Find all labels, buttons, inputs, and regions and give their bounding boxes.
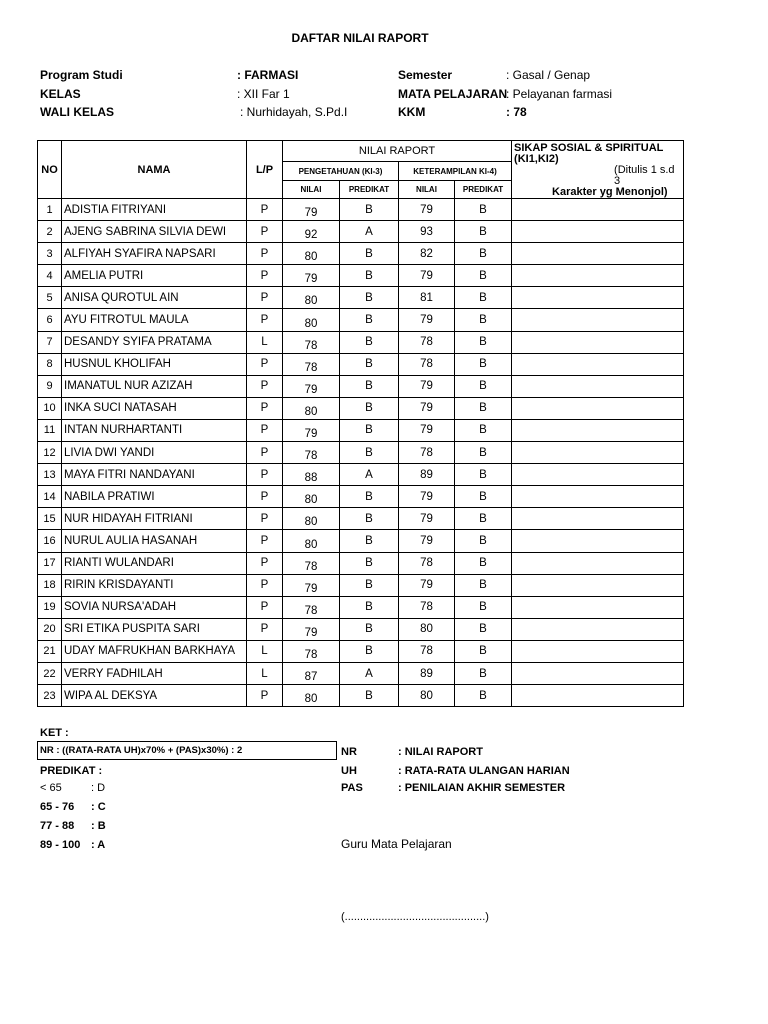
row-lp: P — [247, 596, 283, 618]
header-no: NO — [38, 141, 62, 199]
row-lp: P — [247, 618, 283, 640]
row-sikap[interactable] — [512, 287, 684, 309]
row-lp: P — [247, 574, 283, 596]
header-nama: NAMA — [62, 141, 247, 199]
row-nilai-ki4: 80 — [399, 685, 455, 707]
row-sikap[interactable] — [512, 265, 684, 287]
header-nilai-raport: NILAI RAPORT — [283, 141, 512, 162]
row-no: 16 — [38, 530, 62, 552]
row-no: 1 — [38, 199, 62, 221]
row-no: 10 — [38, 397, 62, 419]
row-predikat-ki4: B — [455, 243, 512, 265]
row-predikat-ki4: B — [455, 574, 512, 596]
table-row — [38, 265, 684, 287]
row-nilai-ki3: 78 — [283, 596, 340, 618]
table-row — [38, 375, 684, 397]
row-nilai-ki4: 78 — [399, 596, 455, 618]
signature-line: (..............................................) — [341, 911, 489, 923]
row-predikat-ki3: B — [340, 419, 399, 441]
row-nilai-ki4: 79 — [399, 397, 455, 419]
row-lp: P — [247, 486, 283, 508]
row-nilai-ki3: 80 — [283, 486, 340, 508]
row-predikat-ki4: B — [455, 199, 512, 221]
row-sikap[interactable] — [512, 618, 684, 640]
row-predikat-ki3: B — [340, 530, 399, 552]
signature-label: Guru Mata Pelajaran — [341, 837, 452, 851]
row-no: 13 — [38, 464, 62, 486]
table-row — [38, 685, 684, 707]
row-nilai-ki3: 87 — [283, 662, 340, 684]
row-lp: P — [247, 375, 283, 397]
range-b: 77 - 88 — [40, 820, 75, 832]
row-sikap[interactable] — [512, 530, 684, 552]
kkm-value: : 78 — [506, 105, 527, 119]
header-lp: L/P — [247, 141, 283, 199]
pas-text: : PENILAIAN AKHIR SEMESTER — [398, 782, 566, 794]
row-lp: P — [247, 397, 283, 419]
row-nilai-ki4: 78 — [399, 640, 455, 662]
row-predikat-ki3: B — [340, 331, 399, 353]
row-no: 12 — [38, 442, 62, 464]
uh-abbr: UH — [341, 765, 357, 777]
row-nama: SOVIA NURSA'ADAH — [62, 596, 247, 618]
row-no: 2 — [38, 221, 62, 243]
row-nilai-ki4: 89 — [399, 464, 455, 486]
row-nama: AMELIA PUTRI — [62, 265, 247, 287]
header-predikat-ki3: PREDIKAT — [340, 181, 399, 199]
row-nama: HUSNUL KHOLIFAH — [62, 353, 247, 375]
table-row — [38, 442, 684, 464]
row-lp: P — [247, 685, 283, 707]
row-predikat-ki4: B — [455, 265, 512, 287]
semester-value: : Gasal / Genap — [506, 68, 591, 82]
row-predikat-ki3: B — [340, 442, 399, 464]
sikap-line-2: (Ditulis 1 s.d 3 — [614, 164, 675, 187]
row-nama: AYU FITROTUL MAULA — [62, 309, 247, 331]
row-nama: WIPA AL DEKSYA — [62, 685, 247, 707]
table-row — [38, 464, 684, 486]
grade-b: : B — [91, 820, 106, 832]
row-no: 23 — [38, 685, 62, 707]
page-title: DAFTAR NILAI RAPORT — [291, 31, 429, 45]
row-predikat-ki3: A — [340, 662, 399, 684]
row-no: 3 — [38, 243, 62, 265]
table-row — [38, 640, 684, 662]
row-nama: SRI ETIKA PUSPITA SARI — [62, 618, 247, 640]
row-nilai-ki3: 80 — [283, 287, 340, 309]
row-nilai-ki4: 78 — [399, 442, 455, 464]
table-row — [38, 552, 684, 574]
program-studi-value: : FARMASI — [237, 68, 299, 82]
table-row — [38, 596, 684, 618]
row-predikat-ki4: B — [455, 419, 512, 441]
header-nilai-ki3: NILAI — [283, 181, 340, 199]
table-row — [38, 530, 684, 552]
row-nilai-ki3: 79 — [283, 618, 340, 640]
row-predikat-ki3: B — [340, 243, 399, 265]
row-no: 17 — [38, 552, 62, 574]
grade-rows — [38, 199, 684, 707]
table-row — [38, 508, 684, 530]
row-nilai-ki4: 78 — [399, 552, 455, 574]
row-predikat-ki4: B — [455, 685, 512, 707]
header-keterampilan: KETERAMPILAN KI-4) — [399, 161, 512, 181]
row-nilai-ki3: 78 — [283, 552, 340, 574]
row-nilai-ki3: 80 — [283, 243, 340, 265]
row-nilai-ki4: 82 — [399, 243, 455, 265]
row-lp: P — [247, 464, 283, 486]
row-predikat-ki3: B — [340, 397, 399, 419]
row-no: 8 — [38, 353, 62, 375]
row-nama: DESANDY SYIFA PRATAMA — [62, 331, 247, 353]
row-no: 7 — [38, 331, 62, 353]
row-predikat-ki3: B — [340, 596, 399, 618]
row-no: 19 — [38, 596, 62, 618]
row-predikat-ki3: B — [340, 574, 399, 596]
row-sikap[interactable] — [512, 309, 684, 331]
grade-c: : C — [91, 801, 106, 813]
row-sikap[interactable] — [512, 397, 684, 419]
header-predikat-ki4: PREDIKAT — [455, 181, 512, 199]
row-nilai-ki3: 79 — [283, 375, 340, 397]
grades-table — [37, 140, 684, 707]
row-lp: L — [247, 640, 283, 662]
row-sikap[interactable] — [512, 199, 684, 221]
row-nilai-ki3: 78 — [283, 331, 340, 353]
ket-label: KET : — [40, 727, 69, 739]
row-lp: P — [247, 221, 283, 243]
row-lp: P — [247, 353, 283, 375]
row-predikat-ki3: B — [340, 618, 399, 640]
row-nilai-ki3: 80 — [283, 309, 340, 331]
row-no: 20 — [38, 618, 62, 640]
row-sikap[interactable] — [512, 464, 684, 486]
row-no: 4 — [38, 265, 62, 287]
row-nilai-ki4: 79 — [399, 375, 455, 397]
row-lp: P — [247, 530, 283, 552]
table-row — [38, 574, 684, 596]
row-no: 22 — [38, 662, 62, 684]
uh-text: : RATA-RATA ULANGAN HARIAN — [398, 765, 570, 777]
row-nilai-ki3: 88 — [283, 464, 340, 486]
row-nama: RIANTI WULANDARI — [62, 552, 247, 574]
row-sikap[interactable] — [512, 486, 684, 508]
table-row — [38, 618, 684, 640]
range-d: < 65 — [40, 782, 62, 794]
row-nama: AJENG SABRINA SILVIA DEWI — [62, 221, 247, 243]
row-nilai-ki4: 78 — [399, 353, 455, 375]
row-predikat-ki3: B — [340, 552, 399, 574]
row-sikap[interactable] — [512, 552, 684, 574]
row-sikap[interactable] — [512, 596, 684, 618]
nr-text: : NILAI RAPORT — [398, 746, 483, 758]
row-no: 15 — [38, 508, 62, 530]
row-predikat-ki3: B — [340, 375, 399, 397]
row-nilai-ki4: 79 — [399, 530, 455, 552]
row-predikat-ki4: B — [455, 486, 512, 508]
row-nilai-ki3: 78 — [283, 442, 340, 464]
row-lp: P — [247, 508, 283, 530]
row-sikap[interactable] — [512, 662, 684, 684]
row-sikap[interactable] — [512, 640, 684, 662]
row-lp: P — [247, 309, 283, 331]
formula-box: NR : ((RATA-RATA UH)x70% + (PAS)x30%) : 2 — [37, 741, 337, 760]
row-predikat-ki3: B — [340, 265, 399, 287]
row-predikat-ki3: B — [340, 508, 399, 530]
row-nilai-ki4: 79 — [399, 199, 455, 221]
row-nilai-ki3: 80 — [283, 530, 340, 552]
row-sikap[interactable] — [512, 243, 684, 265]
row-nilai-ki4: 79 — [399, 486, 455, 508]
row-predikat-ki3: B — [340, 287, 399, 309]
row-sikap[interactable] — [512, 353, 684, 375]
row-nilai-ki3: 92 — [283, 221, 340, 243]
row-nilai-ki4: 80 — [399, 618, 455, 640]
row-nilai-ki3: 78 — [283, 640, 340, 662]
row-nama: ADISTIA FITRIYANI — [62, 199, 247, 221]
row-sikap[interactable] — [512, 419, 684, 441]
row-nama: ALFIYAH SYAFIRA NAPSARI — [62, 243, 247, 265]
row-lp: P — [247, 265, 283, 287]
sikap-line-3: Karakter yg Menonjol) — [552, 186, 668, 198]
table-row — [38, 397, 684, 419]
row-sikap[interactable] — [512, 442, 684, 464]
row-predikat-ki4: B — [455, 552, 512, 574]
row-nama: INKA SUCI NATASAH — [62, 397, 247, 419]
row-lp: P — [247, 552, 283, 574]
row-sikap[interactable] — [512, 331, 684, 353]
table-row — [38, 486, 684, 508]
row-no: 5 — [38, 287, 62, 309]
row-sikap[interactable] — [512, 685, 684, 707]
row-predikat-ki4: B — [455, 618, 512, 640]
kelas-label: KELAS — [40, 87, 81, 101]
row-predikat-ki4: B — [455, 508, 512, 530]
table-row — [38, 199, 684, 221]
row-nama: MAYA FITRI NANDAYANI — [62, 464, 247, 486]
row-nilai-ki4: 79 — [399, 309, 455, 331]
row-predikat-ki4: B — [455, 596, 512, 618]
row-nama: NURUL AULIA HASANAH — [62, 530, 247, 552]
sikap-line-1: SIKAP SOSIAL & SPIRITUAL (KI1,KI2) — [514, 142, 664, 165]
row-predikat-ki4: B — [455, 221, 512, 243]
table-row — [38, 243, 684, 265]
row-predikat-ki4: B — [455, 397, 512, 419]
row-predikat-ki4: B — [455, 331, 512, 353]
row-lp: P — [247, 419, 283, 441]
row-nilai-ki3: 78 — [283, 353, 340, 375]
kkm-label: KKM — [398, 105, 426, 119]
row-sikap[interactable] — [512, 574, 684, 596]
row-nilai-ki4: 89 — [399, 662, 455, 684]
row-predikat-ki4: B — [455, 375, 512, 397]
row-predikat-ki4: B — [455, 287, 512, 309]
row-nama: UDAY MAFRUKHAN BARKHAYA — [62, 640, 247, 662]
row-no: 11 — [38, 419, 62, 441]
header-sikap — [512, 141, 684, 199]
row-predikat-ki3: A — [340, 464, 399, 486]
table-row — [38, 331, 684, 353]
program-studi-label: Program Studi — [40, 68, 123, 82]
mapel-value: : Pelayanan farmasi — [506, 87, 613, 101]
row-nama: NABILA PRATIWI — [62, 486, 247, 508]
row-predikat-ki3: B — [340, 199, 399, 221]
row-predikat-ki3: B — [340, 353, 399, 375]
nr-abbr: NR — [341, 746, 357, 758]
row-lp: L — [247, 331, 283, 353]
row-predikat-ki4: B — [455, 442, 512, 464]
row-no: 14 — [38, 486, 62, 508]
table-row — [38, 353, 684, 375]
row-predikat-ki4: B — [455, 662, 512, 684]
header-pengetahuan: PENGETAHUAN (KI-3) — [283, 161, 399, 181]
row-nilai-ki4: 79 — [399, 508, 455, 530]
row-lp: P — [247, 243, 283, 265]
row-nama: IMANATUL NUR AZIZAH — [62, 375, 247, 397]
row-nama: NUR HIDAYAH FITRIANI — [62, 508, 247, 530]
table-row — [38, 287, 684, 309]
row-nilai-ki3: 80 — [283, 397, 340, 419]
row-nilai-ki3: 79 — [283, 265, 340, 287]
row-nilai-ki4: 79 — [399, 419, 455, 441]
row-nilai-ki4: 78 — [399, 331, 455, 353]
row-nama: INTAN NURHARTANTI — [62, 419, 247, 441]
row-predikat-ki3: B — [340, 640, 399, 662]
row-lp: L — [247, 662, 283, 684]
row-predikat-ki4: B — [455, 353, 512, 375]
row-predikat-ki4: B — [455, 464, 512, 486]
row-nilai-ki4: 81 — [399, 287, 455, 309]
row-no: 9 — [38, 375, 62, 397]
row-predikat-ki4: B — [455, 530, 512, 552]
grade-d: : D — [91, 782, 106, 794]
row-predikat-ki3: B — [340, 685, 399, 707]
row-nilai-ki3: 79 — [283, 574, 340, 596]
row-nilai-ki3: 80 — [283, 508, 340, 530]
row-nilai-ki4: 79 — [399, 265, 455, 287]
mapel-label: MATA PELAJARAN — [398, 87, 508, 101]
range-c: 65 - 76 — [40, 801, 75, 813]
table-row — [38, 221, 684, 243]
row-no: 6 — [38, 309, 62, 331]
grade-a: : A — [91, 839, 106, 851]
row-sikap[interactable] — [512, 221, 684, 243]
wali-kelas-label: WALI KELAS — [40, 105, 114, 119]
range-a: 89 - 100 — [40, 839, 81, 851]
predikat-label: PREDIKAT : — [40, 765, 103, 777]
row-sikap[interactable] — [512, 508, 684, 530]
row-predikat-ki3: A — [340, 221, 399, 243]
row-nilai-ki4: 93 — [399, 221, 455, 243]
row-nama: LIVIA DWI YANDI — [62, 442, 247, 464]
table-row — [38, 309, 684, 331]
row-sikap[interactable] — [512, 375, 684, 397]
row-nilai-ki4: 79 — [399, 574, 455, 596]
row-lp: P — [247, 199, 283, 221]
row-lp: P — [247, 442, 283, 464]
kelas-value: : XII Far 1 — [237, 87, 290, 101]
row-predikat-ki4: B — [455, 309, 512, 331]
row-nilai-ki3: 79 — [283, 419, 340, 441]
row-nilai-ki3: 80 — [283, 685, 340, 707]
row-predikat-ki3: B — [340, 309, 399, 331]
pas-abbr: PAS — [341, 782, 363, 794]
row-nilai-ki3: 79 — [283, 199, 340, 221]
table-row — [38, 419, 684, 441]
row-predikat-ki3: B — [340, 486, 399, 508]
row-nama: VERRY FADHILAH — [62, 662, 247, 684]
table-row — [38, 662, 684, 684]
row-predikat-ki4: B — [455, 640, 512, 662]
row-lp: P — [247, 287, 283, 309]
row-no: 21 — [38, 640, 62, 662]
semester-label: Semester — [398, 68, 453, 82]
row-no: 18 — [38, 574, 62, 596]
wali-kelas-value: : Nurhidayah, S.Pd.I — [240, 105, 348, 119]
row-nama: ANISA QUROTUL AIN — [62, 287, 247, 309]
header-nilai-ki4: NILAI — [399, 181, 455, 199]
row-nama: RIRIN KRISDAYANTI — [62, 574, 247, 596]
